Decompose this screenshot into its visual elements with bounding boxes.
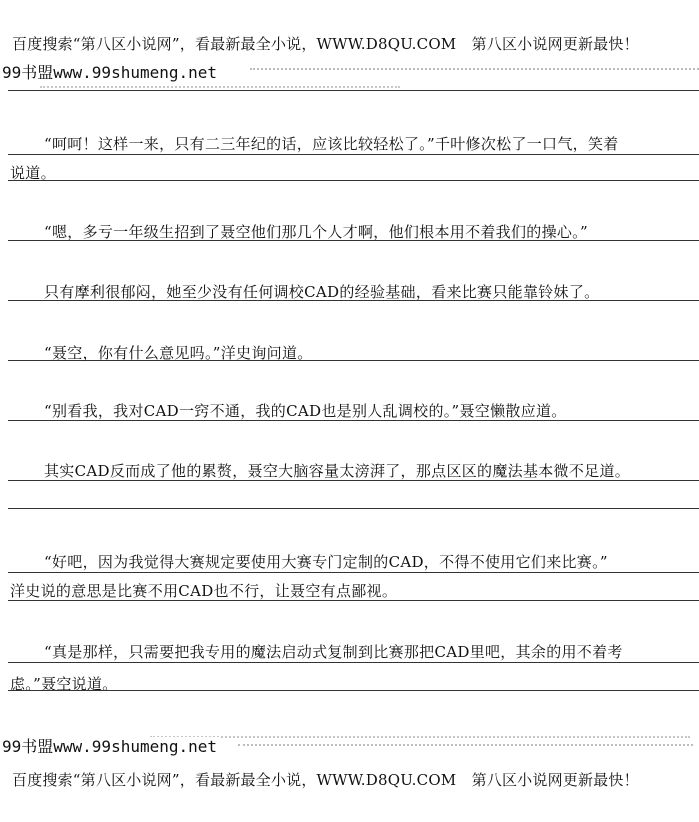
paragraph-line: 只有摩利很郁闷，她至少没有任何调校CAD的经验基础，看来比赛只能靠铃妹了。 [44, 283, 600, 301]
site-banner-bottom: 百度搜索“第八区小说网”，看最新最全小说，WWW.D8QU.COM 第八区小说网更新最快！ [12, 771, 639, 789]
watermark-bottom: 99书盟www.99shumeng.net [2, 737, 221, 757]
ruled-line [8, 300, 699, 301]
paragraph-line: 说道。 [10, 164, 56, 182]
paragraph-line: “呵呵！这样一来，只有二三年纪的话，应该比较轻松了。”千叶修次松了一口气，笑着 [44, 135, 619, 153]
bleed-through-text-bottom [150, 728, 690, 738]
bleed-through-text-bottom-2 [238, 740, 693, 756]
ruled-line [8, 360, 699, 361]
paragraph-line: 虑。”聂空说道。 [10, 675, 118, 693]
paragraph-line: 洋史说的意思是比赛不用CAD也不行，让聂空有点鄙视。 [10, 582, 398, 600]
paragraph-line: “别看我，我对CAD一窍不通，我的CAD也是别人乱调校的。”聂空懒散应道。 [44, 402, 567, 420]
ruled-line [8, 90, 699, 91]
watermark-top: 99书盟www.99shumeng.net [2, 63, 221, 83]
ruled-line [8, 572, 699, 573]
paragraph-line: “好吧，因为我觉得大赛规定要使用大赛专门定制的CAD，不得不使用它们来比赛。” [44, 553, 608, 571]
ruled-line [8, 600, 699, 601]
ruled-line [8, 420, 699, 421]
paragraph-line: “真是那样，只需要把我专用的魔法启动式复制到比赛那把CAD里吧，其余的用不着考 [44, 643, 623, 661]
site-banner-top: 百度搜索“第八区小说网”，看最新最全小说，WWW.D8QU.COM 第八区小说网更新最快！ [12, 35, 639, 53]
ruled-line [8, 662, 699, 663]
paragraph-line: 其实CAD反而成了他的累赘，聂空大脑容量太滂湃了，那点区区的魔法基本微不足道。 [44, 462, 631, 480]
bleed-through-text-top-2 [40, 78, 400, 88]
paragraph-line: “聂空，你有什么意见吗。”洋史询问道。 [44, 344, 313, 362]
ruled-line [8, 240, 699, 241]
ruled-line [8, 508, 699, 509]
ruled-line [8, 180, 699, 181]
paragraph-line: “嗯，多亏一年级生招到了聂空他们那几个人才啊，他们根本用不着我们的操心。” [44, 223, 588, 241]
ruled-line [8, 154, 699, 155]
ruled-line [8, 690, 699, 691]
ruled-line [8, 480, 699, 481]
